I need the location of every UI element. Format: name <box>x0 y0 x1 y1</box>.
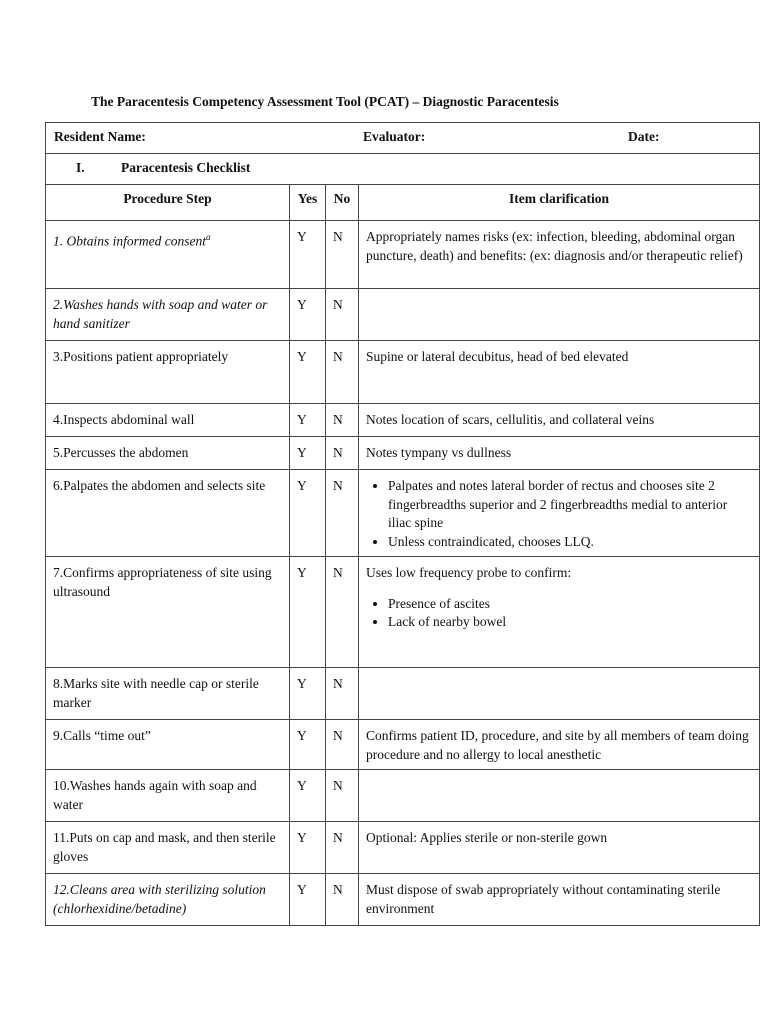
footnote-marker: a <box>206 232 211 242</box>
yes-cell: Y <box>290 557 326 668</box>
header-cell <box>46 123 760 154</box>
no-cell: N <box>326 404 359 437</box>
table-row <box>46 221 760 289</box>
item-clarification <box>359 289 760 341</box>
yes-cell: Y <box>290 720 326 770</box>
procedure-step: 9.Calls “time out” <box>46 720 290 770</box>
table-row <box>46 770 760 822</box>
bullet-item: • Unless contraindicated, chooses LLQ. <box>388 533 753 552</box>
no-cell: N <box>326 437 359 470</box>
procedure-step: 2.Washes hands with soap and water or hand sanitizer <box>46 289 290 341</box>
column-header-clarification: Item clarification <box>359 185 760 221</box>
bullet-list <box>366 477 753 551</box>
item-clarification <box>359 557 760 668</box>
document-title: The Paracentesis Competency Assessment Tool (PCAT) – Diagnostic Paracentesis <box>91 94 559 109</box>
yes-cell: Y <box>290 822 326 874</box>
item-clarification <box>359 470 760 557</box>
no-cell: N <box>326 720 359 770</box>
item-clarification: Notes tympany vs dullness <box>359 437 760 470</box>
yes-cell: Y <box>290 770 326 822</box>
no-cell: N <box>326 822 359 874</box>
bullet-item: • Presence of ascites <box>388 595 753 614</box>
yes-cell: Y <box>290 437 326 470</box>
yes-cell: Y <box>290 470 326 557</box>
procedure-step: 11.Puts on cap and mask, and then sterile gloves <box>46 822 290 874</box>
no-cell: N <box>326 874 359 926</box>
table-row <box>46 289 760 341</box>
no-cell: N <box>326 221 359 289</box>
item-clarification <box>359 770 760 822</box>
bullet-item: • Lack of nearby bowel <box>388 613 753 632</box>
procedure-step: 7.Confirms appropriateness of site using ultrasound <box>46 557 290 668</box>
table-row <box>46 822 760 874</box>
bullet-item: • Palpates and notes lateral border of rectus and chooses site 2 fingerbreadths superior and 2 fingerbreadths medial to anterior iliac spine <box>388 477 753 533</box>
table-row <box>46 437 760 470</box>
yes-cell: Y <box>290 341 326 404</box>
table-row <box>46 470 760 557</box>
section-number: I. <box>76 160 85 175</box>
section-cell <box>46 154 760 185</box>
procedure-step: 3.Positions patient appropriately <box>46 341 290 404</box>
table-row <box>46 557 760 668</box>
table-row <box>46 874 760 926</box>
no-cell: N <box>326 557 359 668</box>
date-label: Date: <box>628 129 660 144</box>
column-header-step: Procedure Step <box>46 185 290 221</box>
column-header-no: No <box>326 185 359 221</box>
evaluator-label: Evaluator: <box>363 129 426 144</box>
column-header-row <box>46 185 760 221</box>
no-cell: N <box>326 341 359 404</box>
procedure-step: 5.Percusses the abdomen <box>46 437 290 470</box>
yes-cell: Y <box>290 289 326 341</box>
item-clarification: Confirms patient ID, procedure, and site by all members of team doing procedure and no allergy to local anesthetic <box>359 720 760 770</box>
header-row <box>46 123 760 154</box>
section-row <box>46 154 760 185</box>
table-row <box>46 404 760 437</box>
table-row <box>46 341 760 404</box>
procedure-step: 10.Washes hands again with soap and water <box>46 770 290 822</box>
resident-name-label: Resident Name: <box>54 129 146 144</box>
clarification-lead: Uses low frequency probe to confirm: <box>366 565 572 580</box>
bullet-list <box>366 595 753 632</box>
procedure-step: 6.Palpates the abdomen and selects site <box>46 470 290 557</box>
item-clarification: Optional: Applies sterile or non-sterile gown <box>359 822 760 874</box>
procedure-step: 12.Cleans area with sterilizing solution (chlorhexidine/betadine) <box>46 874 290 926</box>
item-clarification: Must dispose of swab appropriately without contaminating sterile environment <box>359 874 760 926</box>
procedure-step-text: 1. Obtains informed consent <box>53 233 206 249</box>
item-clarification: Appropriately names risks (ex: infection, bleeding, abdominal organ puncture, death) and benefits: (ex: diagnosis and/or therapeutic relief) <box>359 221 760 289</box>
procedure-step <box>46 221 290 289</box>
procedure-step: 4.Inspects abdominal wall <box>46 404 290 437</box>
yes-cell: Y <box>290 221 326 289</box>
item-clarification: Supine or lateral decubitus, head of bed elevated <box>359 341 760 404</box>
table-row <box>46 668 760 720</box>
yes-cell: Y <box>290 668 326 720</box>
section-title: Paracentesis Checklist <box>121 160 251 175</box>
procedure-step: 8.Marks site with needle cap or sterile marker <box>46 668 290 720</box>
table-row <box>46 720 760 770</box>
no-cell: N <box>326 668 359 720</box>
checklist-table <box>45 122 760 926</box>
yes-cell: Y <box>290 404 326 437</box>
no-cell: N <box>326 470 359 557</box>
no-cell: N <box>326 289 359 341</box>
column-header-yes: Yes <box>290 185 326 221</box>
yes-cell: Y <box>290 874 326 926</box>
item-clarification: Notes location of scars, cellulitis, and collateral veins <box>359 404 760 437</box>
no-cell: N <box>326 770 359 822</box>
item-clarification <box>359 668 760 720</box>
